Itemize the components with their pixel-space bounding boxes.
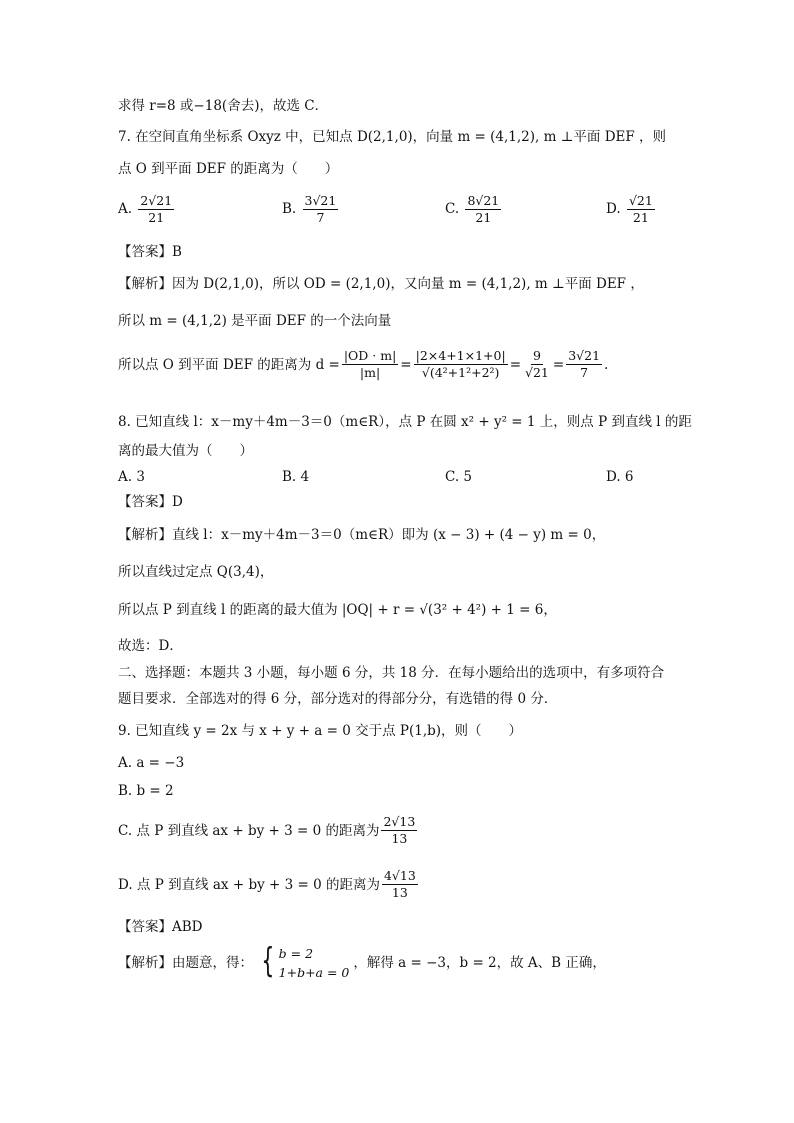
q9-option-b: B. b = 2 [118, 783, 174, 799]
fraction-3: $\frac{9}{√21}$ [525, 348, 549, 380]
section2-line2: 题目要求．全部选对的得 6 分，部分选对的得部分分，有选错的得 0 分． [118, 691, 558, 707]
q8-analysis-line1: 【解析】直线 l：x－my＋4m－3＝0（m∈R）即为 (x − 3) + (4 − y) m = 0， [118, 527, 606, 543]
system-row-2: 1+b+a = 0 [278, 965, 350, 980]
option-fraction: $\frac{3√21}{7}$ [304, 193, 337, 225]
q9-option-c [118, 814, 419, 847]
left-brace-icon: { [261, 941, 275, 981]
section2-line1: 二、选择题：本题共 3 小题，每小题 6 分，共 18 分．在每小题给出的选项中，有多项符合 [118, 665, 665, 681]
q9-option-a: A. a = −3 [118, 755, 185, 771]
q8-answer: 【答案】D [118, 494, 183, 510]
distance-prefix: 所以点 O 到平面 DEF 的距离为 d = [118, 356, 340, 373]
q7-analysis-line1: 【解析】因为 D(2,1,0)，所以 OD = (2,1,0)，又向量 m = (4,1,2), m ⊥平面 DEF ， [118, 276, 644, 292]
system-row-1: b = 2 [278, 946, 314, 961]
q8-option-d: D. 6 [606, 469, 634, 485]
period: . [604, 356, 609, 373]
option-label: B. [282, 201, 297, 217]
q7-option-b [282, 193, 340, 226]
q7-option-d [606, 193, 657, 226]
option-label: D. [606, 201, 621, 217]
option-text: D. 点 P 到直线 ax + by + 3 = 0 的距离为 [118, 876, 380, 893]
fraction-2: $\frac{|2\times 4+1\times 1+0|}{\text{√(4²+1²+2²)}}$ [415, 348, 506, 380]
option-fraction: $\frac{2√13}{13}$ [383, 814, 416, 846]
option-fraction: $\frac{4√13}{13}$ [383, 868, 416, 900]
q8-stem-line2: 离的最大值为（ ） [118, 443, 253, 459]
option-fraction: $\frac{√21}{21}$ [628, 193, 653, 225]
q8-option-c: C. 5 [445, 469, 473, 485]
q6-conclusion: 求得 r=8 或−18(舍去)，故选 C． [118, 98, 329, 114]
equation-system [257, 941, 350, 982]
option-fraction: $\frac{8√21}{21}$ [467, 193, 500, 225]
analysis-suffix: ，解得 a = −3，b = 2，故 A、B 正确， [353, 955, 606, 971]
option-label: A. [118, 201, 133, 217]
option-fraction: $\frac{2√21}{21}$ [140, 193, 173, 225]
equals-sign: = [552, 356, 565, 373]
equals-sign: = [509, 356, 522, 373]
q8-analysis-line2: 所以直线过定点 Q(3,4)， [118, 564, 274, 580]
q8-option-b: B. 4 [282, 469, 310, 485]
q7-analysis-line3 [118, 348, 608, 381]
option-text: C. 点 P 到直线 ax + by + 3 = 0 的距离为 [118, 822, 380, 839]
q7-stem-line2: 点 O 到平面 DEF 的距离为（ ） [118, 161, 339, 177]
fraction-4: $\frac{3√21}{7}$ [568, 348, 601, 380]
q7-stem-line1: 7. 在空间直角坐标系 Oxyz 中，已知点 D(2,1,0)，向量 m = (4,1,2), m ⊥平面 DEF ，则 [118, 129, 667, 145]
option-label: C. [445, 201, 460, 217]
analysis-prefix: 【解析】由题意，得： [118, 955, 253, 971]
q7-answer: 【答案】B [118, 244, 182, 260]
q8-stem-line1: 8. 已知直线 l：x－my＋4m－3＝0（m∈R），点 P 在圆 x² + y² = 1 上，则点 P 到直线 l 的距 [118, 414, 692, 430]
q8-analysis-line3: 所以点 P 到直线 l 的距离的最大值为 |OQ| + r = √(3² + 4²) + 1 = 6， [118, 602, 557, 618]
q9-option-d [118, 868, 420, 901]
q7-analysis-line2: 所以 m = (4,1,2) 是平面 DEF 的一个法向量 [118, 313, 392, 329]
q9-analysis [118, 941, 606, 982]
q7-option-a [118, 193, 176, 226]
fraction-1: $\frac{|OD \cdot m|}{|m|}$ [343, 348, 397, 380]
q9-stem: 9. 已知直线 y = 2x 与 x + y + a = 0 交于点 P(1,b)，则（ ） [118, 723, 523, 739]
q7-option-c [445, 193, 503, 226]
q8-option-a: A. 3 [118, 469, 145, 485]
equals-sign: = [400, 356, 412, 373]
q9-answer: 【答案】ABD [118, 919, 203, 935]
q8-analysis-line4: 故选：D． [118, 638, 183, 654]
